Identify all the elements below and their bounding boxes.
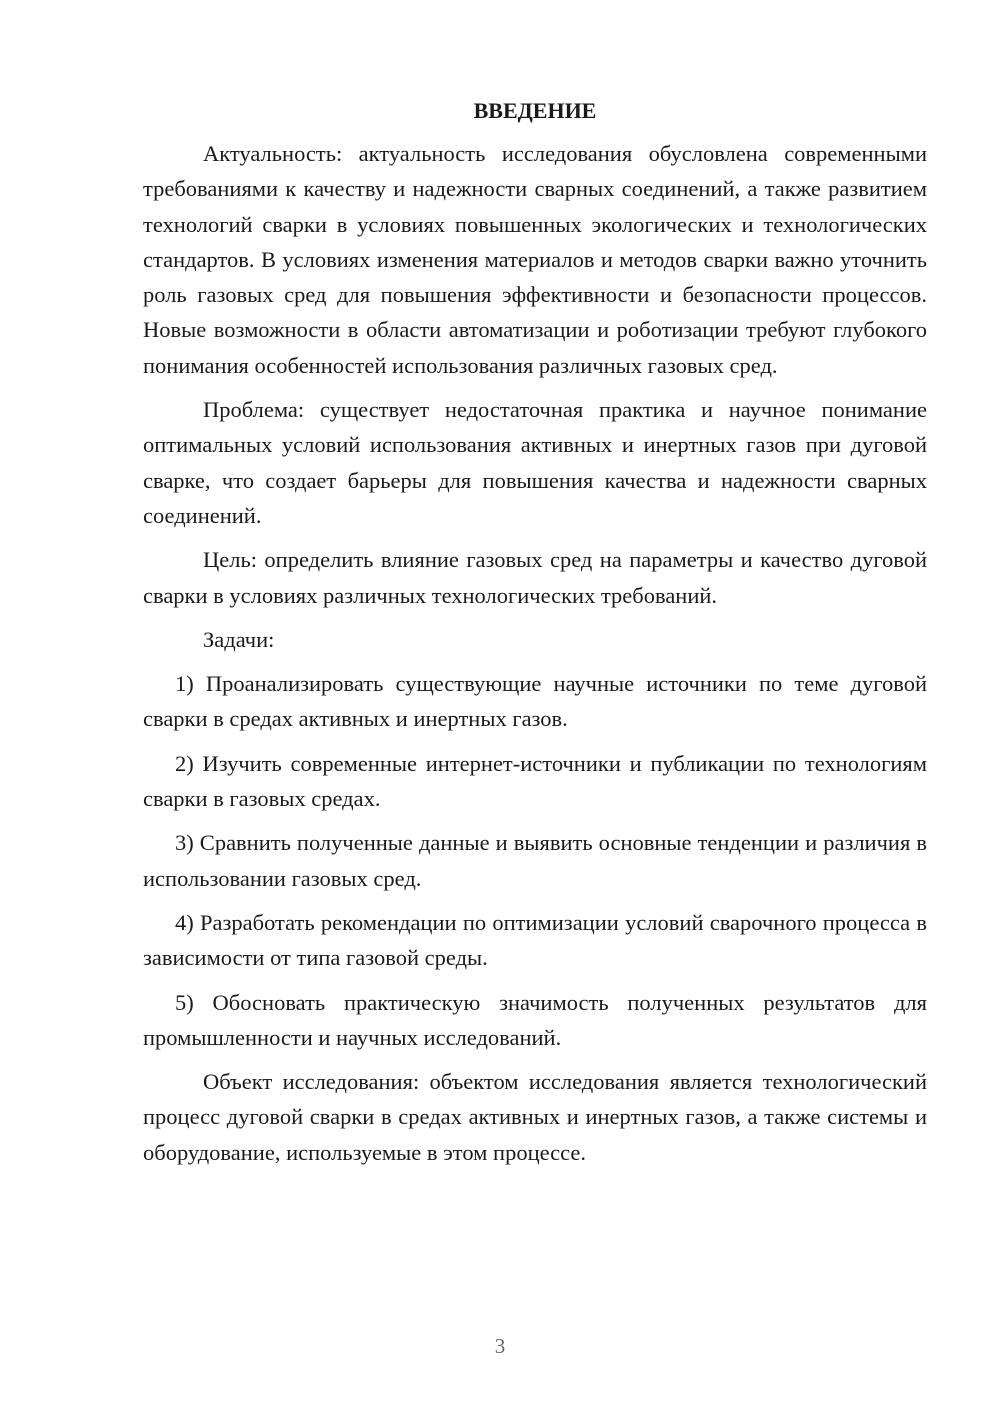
tasks-label: Задачи:: [203, 626, 275, 652]
task-item: 3) Сравнить полученные данные и выявить основные тенденции и различия в использовании газовых сред.: [143, 830, 927, 891]
object-paragraph: Объект исследования: объектом исследования является технологический процесс дуговой сварки в средах активных и инертных газов, а также системы и оборудование, используемые в этом процессе.: [143, 1069, 927, 1165]
page-number: 3: [494, 1334, 506, 1358]
goal-paragraph: Цель: определить влияние газовых сред на параметры и качество дуговой сварки в условиях различных технологических требований.: [143, 547, 927, 608]
relevance-paragraph: Актуальность: актуальность исследования обусловлена современными требованиями к качеству и надежности сварных соединений, а также развитием технологий сварки в условиях повышенных экологических и технологических стандартов. В условиях изменения материалов и методов сварки важно уточнить роль газовых сред для повышения эффективности и безопасности процессов. Новые возможности в области автоматизации и роботизации требуют глубокого понимания особенностей использования различных газовых сред.: [143, 141, 927, 378]
task-item: 5) Обосновать практическую значимость полученных результатов для промышленности и научных исследований.: [143, 989, 927, 1050]
task-item: 4) Разработать рекомендации по оптимизации условий сварочного процесса в зависимости от типа газовой среды.: [143, 909, 927, 971]
page-title: ВВЕДЕНИЕ: [473, 98, 597, 123]
problem-paragraph: Проблема: существует недостаточная практика и научное понимание оптимальных условий использования активных и инертных газов при дуговой сварке, что создает барьеры для повышения качества и надежности сварных соединений.: [143, 397, 927, 528]
tasks-list: [143, 666, 927, 1055]
task-item: 2) Изучить современные интернет-источники и публикации по технологиям сварки в газовых средах.: [143, 750, 927, 812]
document-page: [143, 96, 927, 1179]
task-item: 1) Проанализировать существующие научные источники по теме дуговой сварки в средах активных и инертных газов.: [143, 671, 927, 732]
